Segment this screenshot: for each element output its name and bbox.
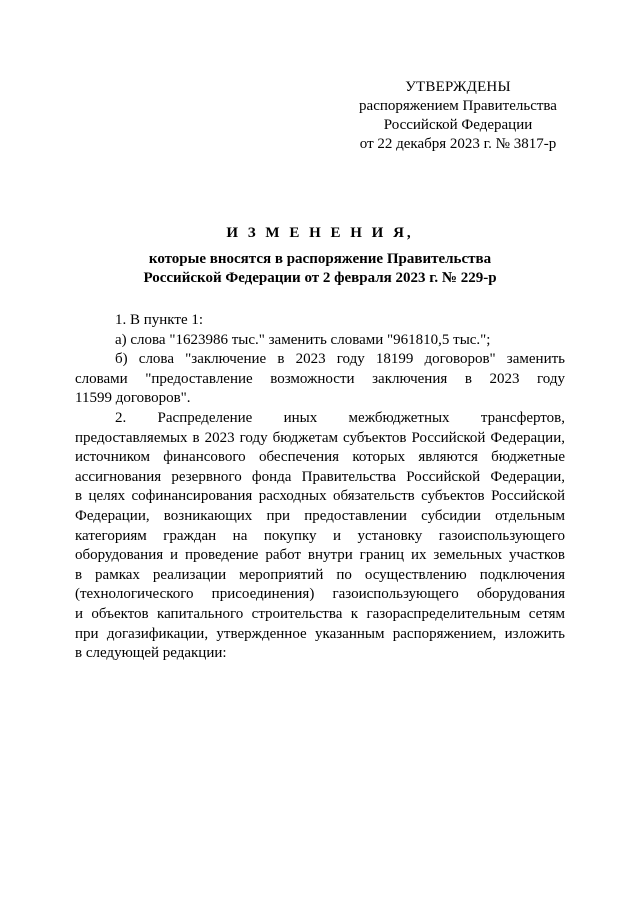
body-line: в следующей редакции: [75, 645, 227, 662]
body-line: при догазификации, утвержденное указанным распоряжением, изложить [75, 625, 565, 642]
approval-line-2: Российской Федерации [383, 117, 533, 133]
subtitle-line-2: Российской Федерации от 2 февраля 2023 г. № 229-р [143, 270, 497, 286]
body-line: а) слова "1623986 тыс." заменить словами "961810,5 тыс."; [115, 331, 491, 348]
body-line: ассигнования резервного фонда Правительства Российской Федерации, [75, 468, 565, 485]
body-line: 11599 договоров". [75, 390, 191, 407]
approval-line-1: распоряжением Правительства [359, 98, 557, 114]
body-line: Федерации, возникающих при предоставлении субсидии отдельным [75, 507, 565, 524]
approval-line-3: от 22 декабря 2023 г. № 3817-р [359, 136, 557, 152]
body-line: 2. Распределение иных межбюджетных трансфертов, [115, 409, 565, 426]
body-line: в рамках реализации мероприятий по осуществлению подключения [75, 566, 565, 583]
body-line: в целях софинансирования расходных обязательств субъектов Российской [75, 488, 565, 505]
body-line: предоставляемых в 2023 году бюджетам субъектов Российской Федерации, [75, 429, 565, 446]
body-line: категориям граждан на покупку и установку газоиспользующего [75, 527, 565, 544]
body-line: источником финансового обеспечения которых являются бюджетные [75, 449, 565, 466]
body-line: и объектов капитального строительства к газораспределительным сетям [75, 605, 565, 622]
body-line: оборудования и проведение работ внутри границ их земельных участков [75, 547, 565, 564]
approval-heading: УТВЕРЖДЕНЫ [405, 79, 511, 95]
document-title: И З М Е Н Е Н И Я, [226, 225, 414, 241]
body-line: словами "предоставление возможности заключения в 2023 году [75, 370, 565, 387]
body-line: (технологического присоединения) газоиспользующего оборудования [75, 586, 565, 603]
body-line: 1. В пункте 1: [115, 312, 204, 328]
subtitle-line-1: которые вносятся в распоряжение Правительства [148, 251, 492, 267]
approval-stamp [348, 78, 568, 154]
body-line: б) слова "заключение в 2023 году 18199 договоров" заменить [115, 351, 565, 368]
document-body [75, 311, 565, 664]
document-subtitle [75, 250, 565, 288]
